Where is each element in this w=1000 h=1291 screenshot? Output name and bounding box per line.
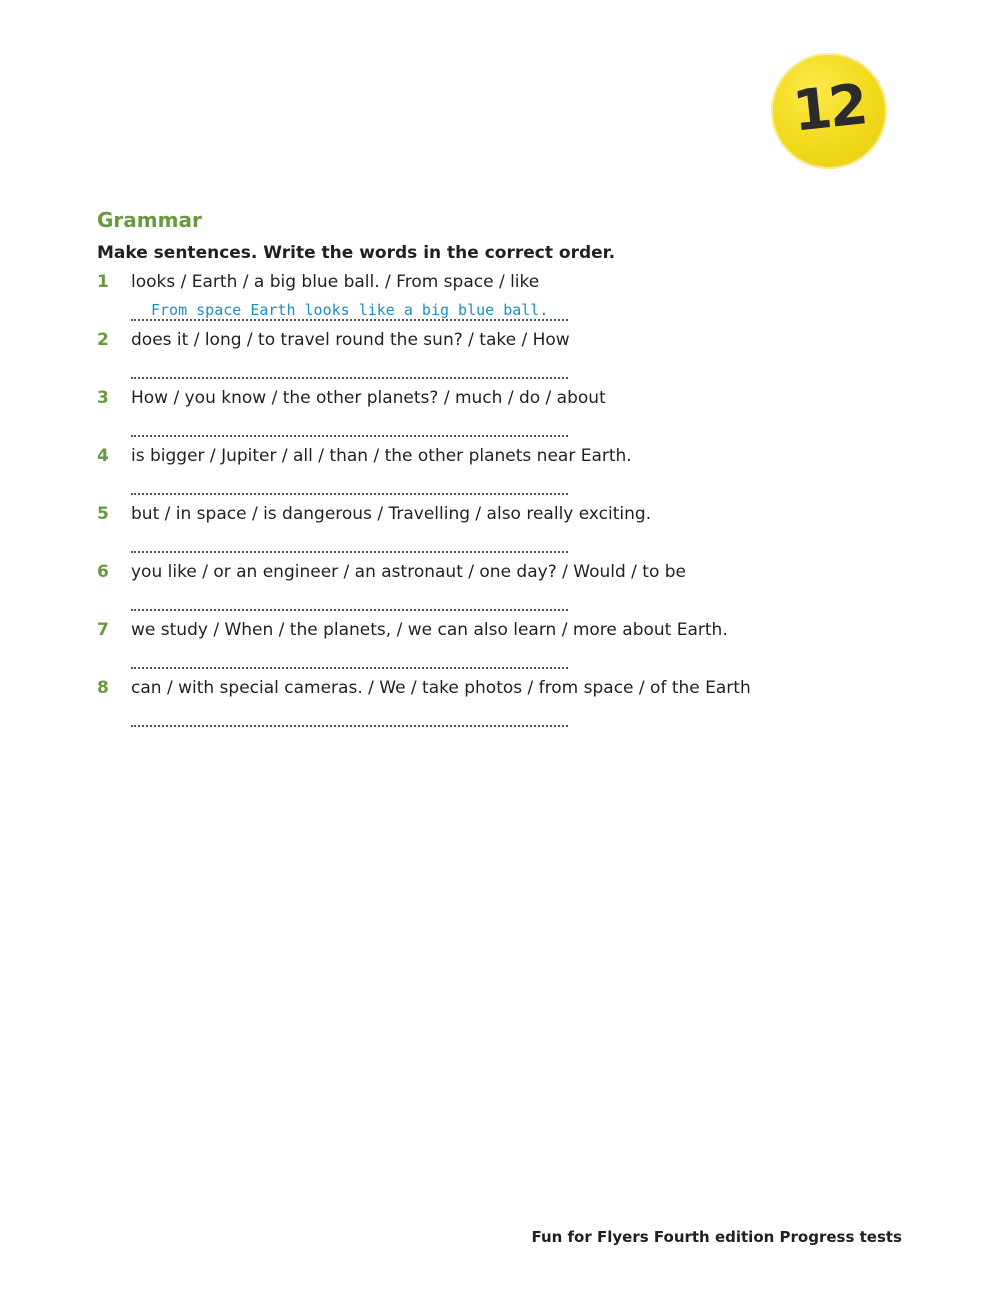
item-prompt: but / in space / is dangerous / Travelling / also really exciting.: [131, 504, 652, 524]
item-prompt: does it / long / to travel round the sun? / take / How: [131, 330, 570, 350]
exercise-item-5: [97, 504, 817, 562]
item-prompt: you like / or an engineer / an astronaut / one day? / Would / to be: [131, 562, 687, 582]
item-number: 6: [97, 562, 109, 582]
item-prompt: we study / When / the planets, / we can also learn / more about Earth.: [131, 620, 728, 640]
item-number: 4: [97, 446, 109, 466]
section-title: Grammar: [97, 208, 202, 232]
unit-number: 12: [789, 71, 869, 145]
answer-field[interactable]: [131, 589, 568, 611]
exercise-item-8: [97, 678, 817, 736]
answer-field[interactable]: [131, 705, 568, 727]
item-number: 5: [97, 504, 109, 524]
footer-text: Fun for Flyers Fourth edition Progress tests: [531, 1228, 902, 1246]
item-number: 7: [97, 620, 109, 640]
exercise-item-4: [97, 446, 817, 504]
item-prompt: looks / Earth / a big blue ball. / From space / like: [131, 272, 540, 292]
exercise-item-7: [97, 620, 817, 678]
exercise-item-1: [97, 272, 817, 330]
item-number: 2: [97, 330, 109, 350]
item-prompt: How / you know / the other planets? / much / do / about: [131, 388, 606, 408]
item-prompt: is bigger / Jupiter / all / than / the other planets near Earth.: [131, 446, 632, 466]
answer-field[interactable]: [131, 357, 568, 379]
answer-field[interactable]: [131, 473, 568, 495]
answer-field[interactable]: [131, 531, 568, 553]
answer-text: From space Earth looks like a big blue ball.: [151, 301, 549, 319]
item-number: 3: [97, 388, 109, 408]
item-number: 1: [97, 272, 109, 292]
item-prompt: can / with special cameras. / We / take photos / from space / of the Earth: [131, 678, 751, 698]
instruction-text: Make sentences. Write the words in the correct order.: [97, 243, 616, 263]
answer-field[interactable]: [131, 647, 568, 669]
exercise-item-2: [97, 330, 817, 388]
item-number: 8: [97, 678, 109, 698]
exercise-item-6: [97, 562, 817, 620]
unit-number-badge: [771, 53, 887, 169]
answer-field[interactable]: [131, 299, 568, 321]
exercise-item-3: [97, 388, 817, 446]
answer-field[interactable]: [131, 415, 568, 437]
